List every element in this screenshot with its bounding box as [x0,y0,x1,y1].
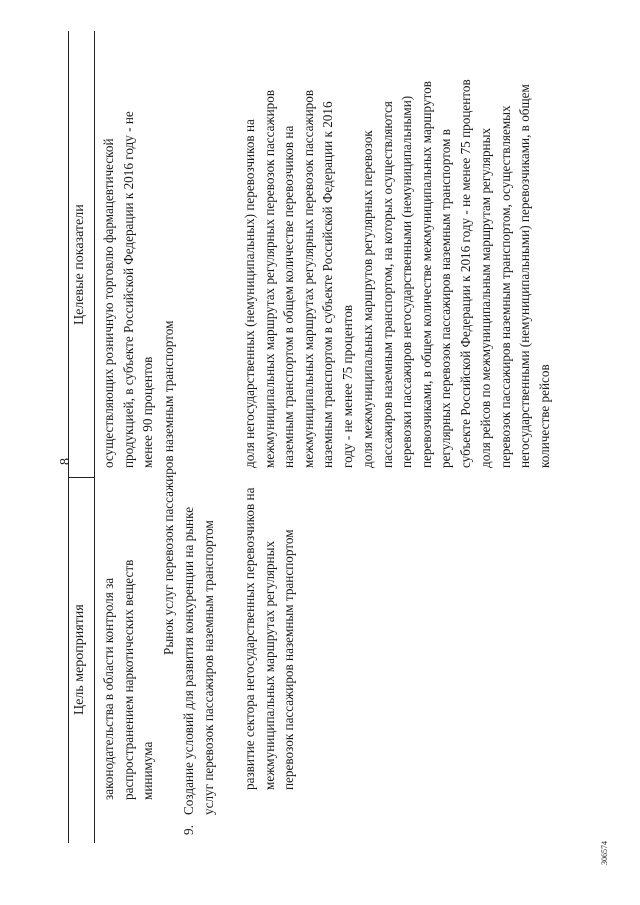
cont-indicator-text: осуществляющих розничную торговлю фармацевтической продукцией, в субъекте Российской Федерации к 2016 году - не менее 90 процентов [101,111,155,468]
table-top-rule [68,31,69,843]
indicator-2: доля межмуниципальных маршрутов регулярных перевозок пассажиров наземным транспортом, на которых осуществляются перевозки пассажиров негосударственными (немуниципальными) перевозчиками, в общем количестве межмуниципальных маршрутов регулярных перевозок пассажиров наземным транспортом в субъекте Российской Федерации к 2016 году - не менее 75 процентов [360,79,473,468]
section-title: Рынок услуг перевозок пассажиров наземным транспортом [161,320,176,655]
item-goal: развитие сектора негосударственных перевозчиков на межмуниципальных маршрутах регулярных перевозок пассажиров наземным транспортом [242,487,296,790]
item-title: Создание условий для развития конкуренции на рынке услуг перевозок пассажиров наземным транспортом [181,506,216,815]
cont-goal-text: законодательства в области контроля за распространением наркотических веществ минимума [101,559,155,800]
table-header-rule [94,31,95,843]
header-goal: Цель мероприятия [72,604,87,715]
item-number: 9. [181,825,196,835]
page-number: 8 [58,458,73,465]
header-indicators: Целевые показатели [72,204,87,325]
indicator-3: доля рейсов по межмуниципальным маршрутам регулярных перевозок пассажиров наземным транспортом, осуществляемых негосударственными (немуниципальными) перевозчиками, в общем количестве рейсов [478,84,552,468]
indicator-1: доля негосударственных (немуниципальных) перевозчиков на межмуниципальных маршрутах регулярных перевозок пассажиров наземным транспортом в общем количестве перевозчиков на межмуниципальных маршрутах регулярных перевозок пассажиров наземным транспортом в субъекте Российской Федерации к 2016 году - не менее 75 процентов [242,89,355,468]
column-divider [68,477,94,478]
document-id: 306574 [600,841,609,865]
